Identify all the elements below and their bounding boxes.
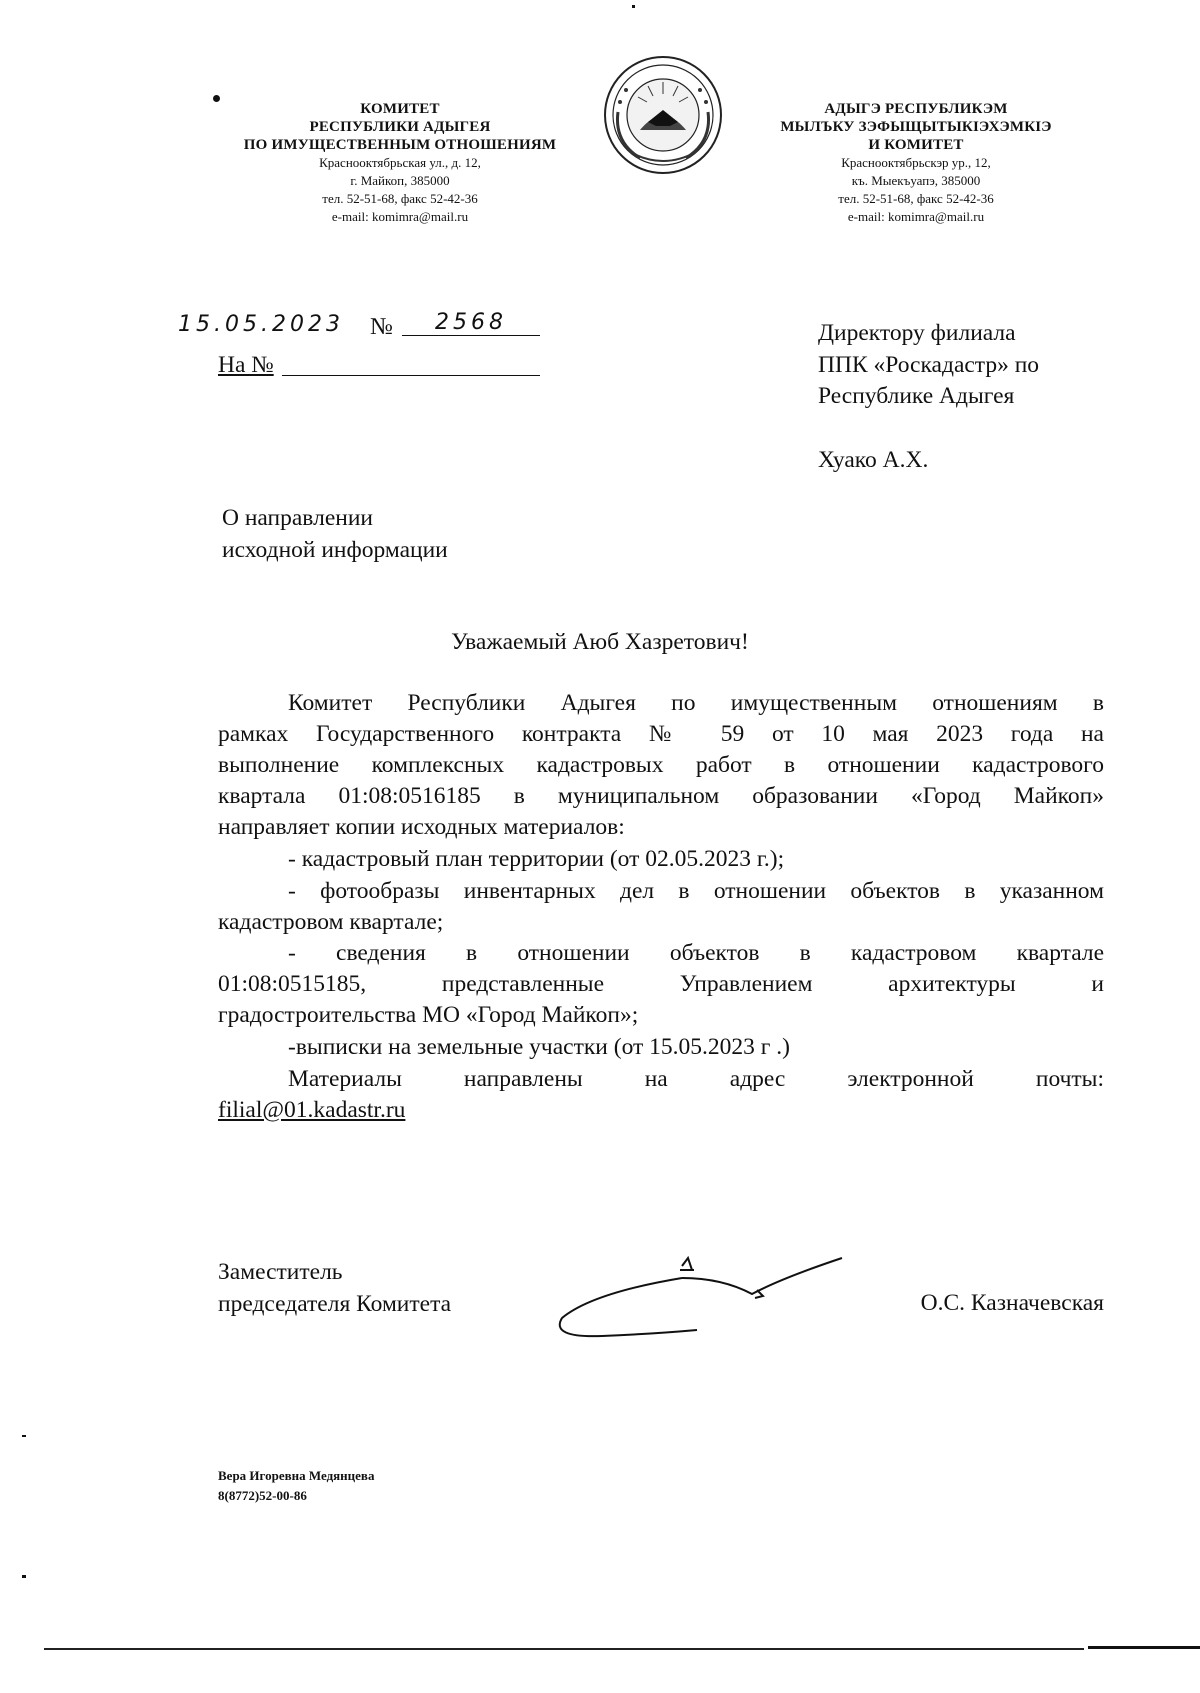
signatory-name: О.С. Казначевская — [920, 1290, 1104, 1316]
executor-phone: 8(8772)52-00-86 — [218, 1488, 307, 1503]
handwritten-signature — [552, 1238, 852, 1348]
body-item3-line1: - сведения в отношении объектов в кадастровом квартале — [288, 940, 1104, 966]
header-left-address: Краснооктябрьская ул., д. 12, — [319, 155, 481, 170]
addressee-line2: ППК «Роскадастр» по — [818, 351, 1040, 378]
header-right-phone: тел. 52-51-68, факс 52-42-36 — [838, 191, 994, 206]
coat-of-arms-icon — [600, 52, 726, 178]
header-right-email: e-mail: komimra@mail.ru — [847, 209, 985, 224]
header-left-org-line3: ПО ИМУЩЕСТВЕННЫМ ОТНОШЕНИЯМ — [243, 137, 557, 153]
body-item2-line2: кадастровом квартале; — [218, 909, 444, 935]
addressee-line3: Республике Адыгея — [818, 383, 1015, 409]
body-item1: - кадастровый план территории (от 02.05.2023 г.); — [288, 846, 785, 872]
scan-dot — [632, 5, 635, 8]
addressee-line1: Директору филиала — [818, 320, 1016, 346]
signatory-title-line2: председателя Комитета — [218, 1290, 452, 1317]
header-left-org-line1: КОМИТЕТ — [360, 101, 440, 117]
header-right-org-line3: И КОМИТЕТ — [868, 137, 964, 153]
header-left — [190, 100, 610, 226]
signatory-title-line1: Заместитель — [218, 1259, 343, 1285]
subject-line1: О направлении — [222, 505, 373, 531]
addressee — [818, 318, 1039, 476]
body-p1-line5: направляет копии исходных материалов: — [218, 814, 625, 840]
executor-name: Вера Игоревна Медянцева — [218, 1468, 375, 1483]
body-item3-line3: градостроительства МО «Город Майкоп»; — [218, 1002, 639, 1028]
executor-note — [218, 1466, 374, 1506]
body-item2-line1: - фотообразы инвентарных дел в отношении объектов в указанном — [288, 878, 1104, 904]
bottom-rule — [44, 1648, 1084, 1650]
body-p1-line2: рамках Государственного контракта № 59 от 10 мая 2023 года на — [218, 721, 1104, 747]
subject — [222, 503, 448, 566]
scan-dot — [213, 95, 220, 102]
signatory-title — [218, 1257, 451, 1320]
body-p1-line4: квартала 01:08:0516185 в муниципальном образовании «Город Майкоп» — [218, 783, 1104, 809]
greeting: Уважаемый Аюб Хазретович! — [451, 629, 749, 655]
registration-number-sign: № — [370, 314, 393, 340]
header-left-email: e-mail: komimra@mail.ru — [331, 209, 469, 224]
header-left-org-line2: РЕСПУБЛИКИ АДЫГЕЯ — [309, 119, 491, 135]
subject-line2: исходной информации — [222, 536, 448, 563]
header-right-org-line2: МЫЛЪКУ ЗЭФЫЩЫТЫКIЭХЭМКIЭ — [780, 119, 1052, 135]
reply-to-field — [282, 347, 540, 376]
body-item3-line2: 01:08:0515185, представленные Управлением архитектуры и — [218, 971, 1104, 997]
registration-date: 15.05.2023 — [178, 312, 344, 337]
header-right-org-line1: АДЫГЭ РЕСПУБЛИКЭМ — [824, 101, 1008, 117]
scan-mark — [22, 1435, 26, 1437]
body-p2-line1: Материалы направлены на адрес электронной почты: — [288, 1066, 1104, 1092]
header-right-city: къ. Мыекъуапэ, 385000 — [851, 173, 981, 188]
scan-mark — [22, 1575, 26, 1578]
header-right — [736, 100, 1096, 226]
header-left-phone: тел. 52-51-68, факс 52-42-36 — [322, 191, 478, 206]
body-p1-line3: выполнение комплексных кадастровых работ в отношении кадастрового — [218, 752, 1104, 778]
reply-to-label: На № — [218, 352, 274, 378]
bottom-rule-tail — [1088, 1646, 1200, 1649]
body-p1-line1: Комитет Республики Адыгея по имущественным отношениям в — [288, 690, 1104, 716]
header-left-city: г. Майкоп, 385000 — [350, 173, 450, 188]
header-right-address: Краснооктябрьскэр ур., 12, — [841, 155, 991, 170]
registration-number: 2568 — [402, 310, 540, 336]
addressee-name: Хуако А.Х. — [818, 446, 929, 473]
body-p2-email-link[interactable]: filial@01.kadastr.ru — [218, 1097, 406, 1123]
body-item4: -выписки на земельные участки (от 15.05.2023 г .) — [288, 1034, 790, 1060]
